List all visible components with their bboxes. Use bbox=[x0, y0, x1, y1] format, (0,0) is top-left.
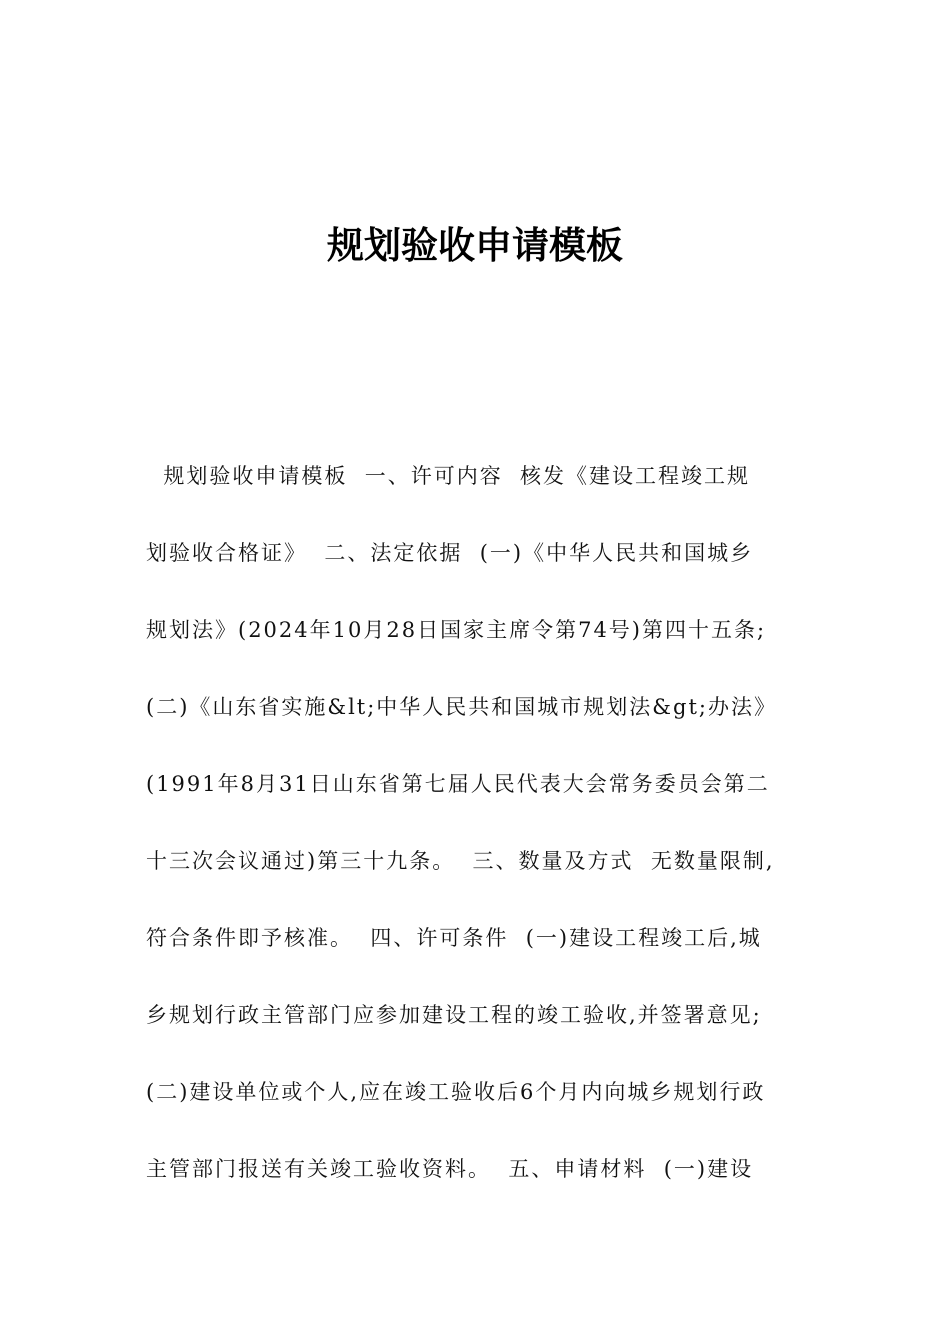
body-line: (二)《山东省实施&lt;中华人民共和国城市规划法&gt;办法》 bbox=[146, 695, 777, 719]
body-line: 规划法》(2024年10月28日国家主席令第74号)第四十五条; bbox=[146, 618, 767, 642]
document-title: 规划验收申请模板 bbox=[327, 224, 623, 267]
body-line: (二)建设单位或个人,应在竣工验收后6个月内向城乡规划行政 bbox=[146, 1080, 766, 1104]
body-line: (1991年8月31日山东省第七届人民代表大会常务委员会第二 bbox=[146, 772, 770, 796]
document-body bbox=[146, 448, 822, 1218]
body-line: 规划验收申请模板 一、许可内容 核发《建设工程竣工规 bbox=[146, 464, 751, 488]
body-line: 主管部门报送有关竣工验收资料。 五、申请材料 (一)建设 bbox=[146, 1157, 754, 1181]
body-line: 十三次会议通过)第三十九条。 三、数量及方式 无数量限制, bbox=[146, 849, 775, 873]
body-line: 划验收合格证》 二、法定依据 (一)《中华人民共和国城乡 bbox=[146, 541, 754, 565]
body-line: 符合条件即予核准。 四、许可条件 (一)建设工程竣工后,城 bbox=[146, 926, 762, 950]
body-line: 乡规划行政主管部门应参加建设工程的竣工验收,并签署意见; bbox=[146, 1003, 762, 1027]
